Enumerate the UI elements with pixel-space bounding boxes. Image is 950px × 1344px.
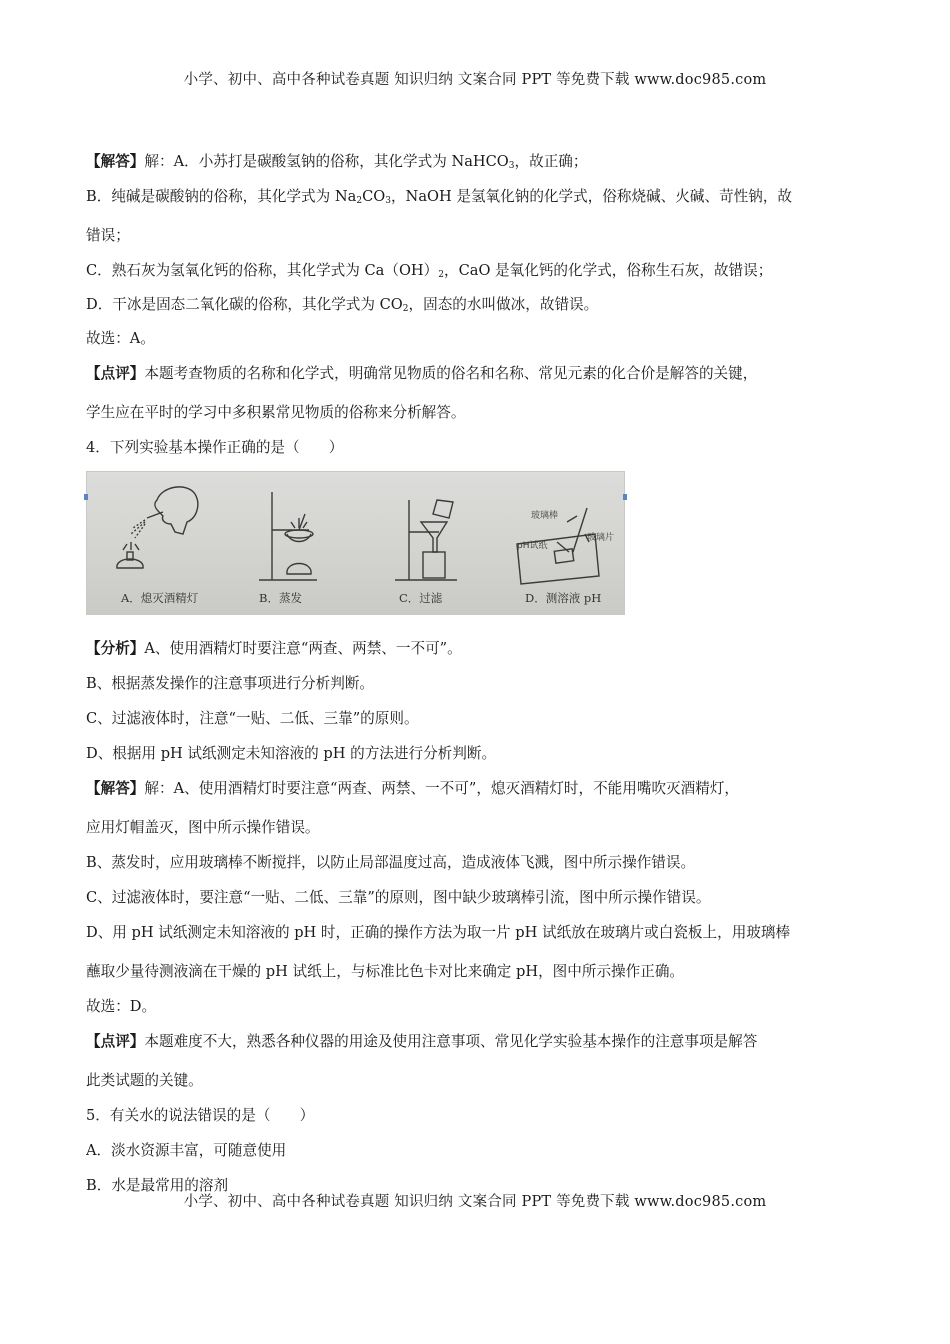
q4-question: 4．下列实验基本操作正确的是（ ） xyxy=(86,439,344,456)
q5-option-a: A．淡水资源丰富，可随意使用 xyxy=(86,1142,287,1159)
q4-answer-d-cont: 蘸取少量待测液滴在干燥的 pH 试纸上，与标准比色卡对比来确定 pH，图中所示操作正确。 xyxy=(86,963,685,980)
q4-answer-a-cont: 应用灯帽盖灭，图中所示操作错误。 xyxy=(86,819,320,836)
q3-answer-b: B．纯碱是碳酸钠的俗称，其化学式为 $Na_2CO_3$，NaOH 是氢氧化钠的化学式，俗称烧碱、火碱、苛性钠，故 xyxy=(86,188,793,206)
q4-analysis-c: C、过滤液体时，注意“一贴、二低、三靠”的原则。 xyxy=(86,710,419,727)
lab-operations-figure xyxy=(86,471,625,615)
q5-option-b: B．水是最常用的溶剂 xyxy=(86,1177,229,1194)
q4-answer-b: B、蒸发时，应用玻璃棒不断搅拌，以防止局部温度过高，造成液体飞溅，图中所示操作错误。 xyxy=(86,854,696,871)
q4-choice: 故选：D。 xyxy=(86,998,157,1015)
answer-tag: 【解答】 xyxy=(86,153,145,170)
q3-answer-b-cont: 错误； xyxy=(86,227,130,244)
q4-answer-c: C、过滤液体时，要注意“一贴、二低、三靠”的原则，图中缺少玻璃棒引流，图中所示操作错误。 xyxy=(86,889,711,906)
label-glass-rod: 玻璃棒 xyxy=(531,511,559,521)
q3-answer-c: C．熟石灰为氢氧化钙的俗称，其化学式为 $Ca(OH)_2$，CaO 是氧化钙的化学式，俗称生石灰，故错误； xyxy=(86,262,773,280)
comment-tag: 【点评】 xyxy=(86,1033,145,1050)
analysis-tag: 【分析】 xyxy=(86,640,145,657)
comment-tag: 【点评】 xyxy=(86,365,145,382)
q4-analysis-a: 【分析】A、使用酒精灯时要注意“两查、两禁、一不可”。 xyxy=(86,640,462,657)
answer-tag: 【解答】 xyxy=(86,780,145,797)
document-body xyxy=(86,144,866,1203)
caption-a: A．熄灭酒精灯 xyxy=(121,591,199,605)
caption-b: B．蒸发 xyxy=(259,591,302,605)
caption-d: D．测溶液 pH xyxy=(525,591,602,605)
label-glass-plate: 玻璃片 xyxy=(587,533,615,543)
q3-choice: 故选：A。 xyxy=(86,330,155,347)
caption-c: C．过滤 xyxy=(399,591,443,605)
q4-answer-d: D、用 pH 试纸测定未知溶液的 pH 时，正确的操作方法为取一片 pH 试纸放在玻璃片或白瓷板上，用玻璃棒 xyxy=(86,924,791,941)
q3-answer-d: D．干冰是固态二氧化碳的俗称，其化学式为 $CO_2$，固态的水叫做冰，故错误。 xyxy=(86,296,599,314)
q3-answer-a: 【解答】解：A．小苏打是碳酸氢钠的俗称，其化学式为 NaHCO$_3$，故正确； xyxy=(86,153,588,171)
label-ph-paper: pH试纸 xyxy=(517,541,548,551)
q4-analysis-d: D、根据用 pH 试纸测定未知溶液的 pH 的方法进行分析判断。 xyxy=(86,745,497,762)
q4-comment-cont: 此类试题的关键。 xyxy=(86,1072,203,1089)
page-header: 小学、初中、高中各种试卷真题 知识归纳 文案合同 PPT 等免费下载 www.doc985.com xyxy=(183,72,767,88)
q5-question: 5．有关水的说法错误的是（ ） xyxy=(86,1107,315,1124)
page-footer: 小学、初中、高中各种试卷真题 知识归纳 文案合同 PPT 等免费下载 www.doc985.com xyxy=(183,1194,767,1210)
q3-comment: 【点评】本题考查物质的名称和化学式，明确常见物质的俗名和名称、常见元素的化合价是解答的关键， xyxy=(86,365,758,382)
q4-analysis-b: B、根据蒸发操作的注意事项进行分析判断。 xyxy=(86,675,375,692)
q4-answer-a: 【解答】解：A、使用酒精灯时要注意“两查、两禁、一不可”，熄灭酒精灯时，不能用嘴吹灭酒精灯， xyxy=(86,780,740,797)
q4-comment: 【点评】本题难度不大，熟悉各种仪器的用途及使用注意事项、常见化学实验基本操作的注意事项是解答 xyxy=(86,1033,758,1050)
q3-comment-cont: 学生应在平时的学习中多积累常见物质的俗称来分析解答。 xyxy=(86,404,466,421)
